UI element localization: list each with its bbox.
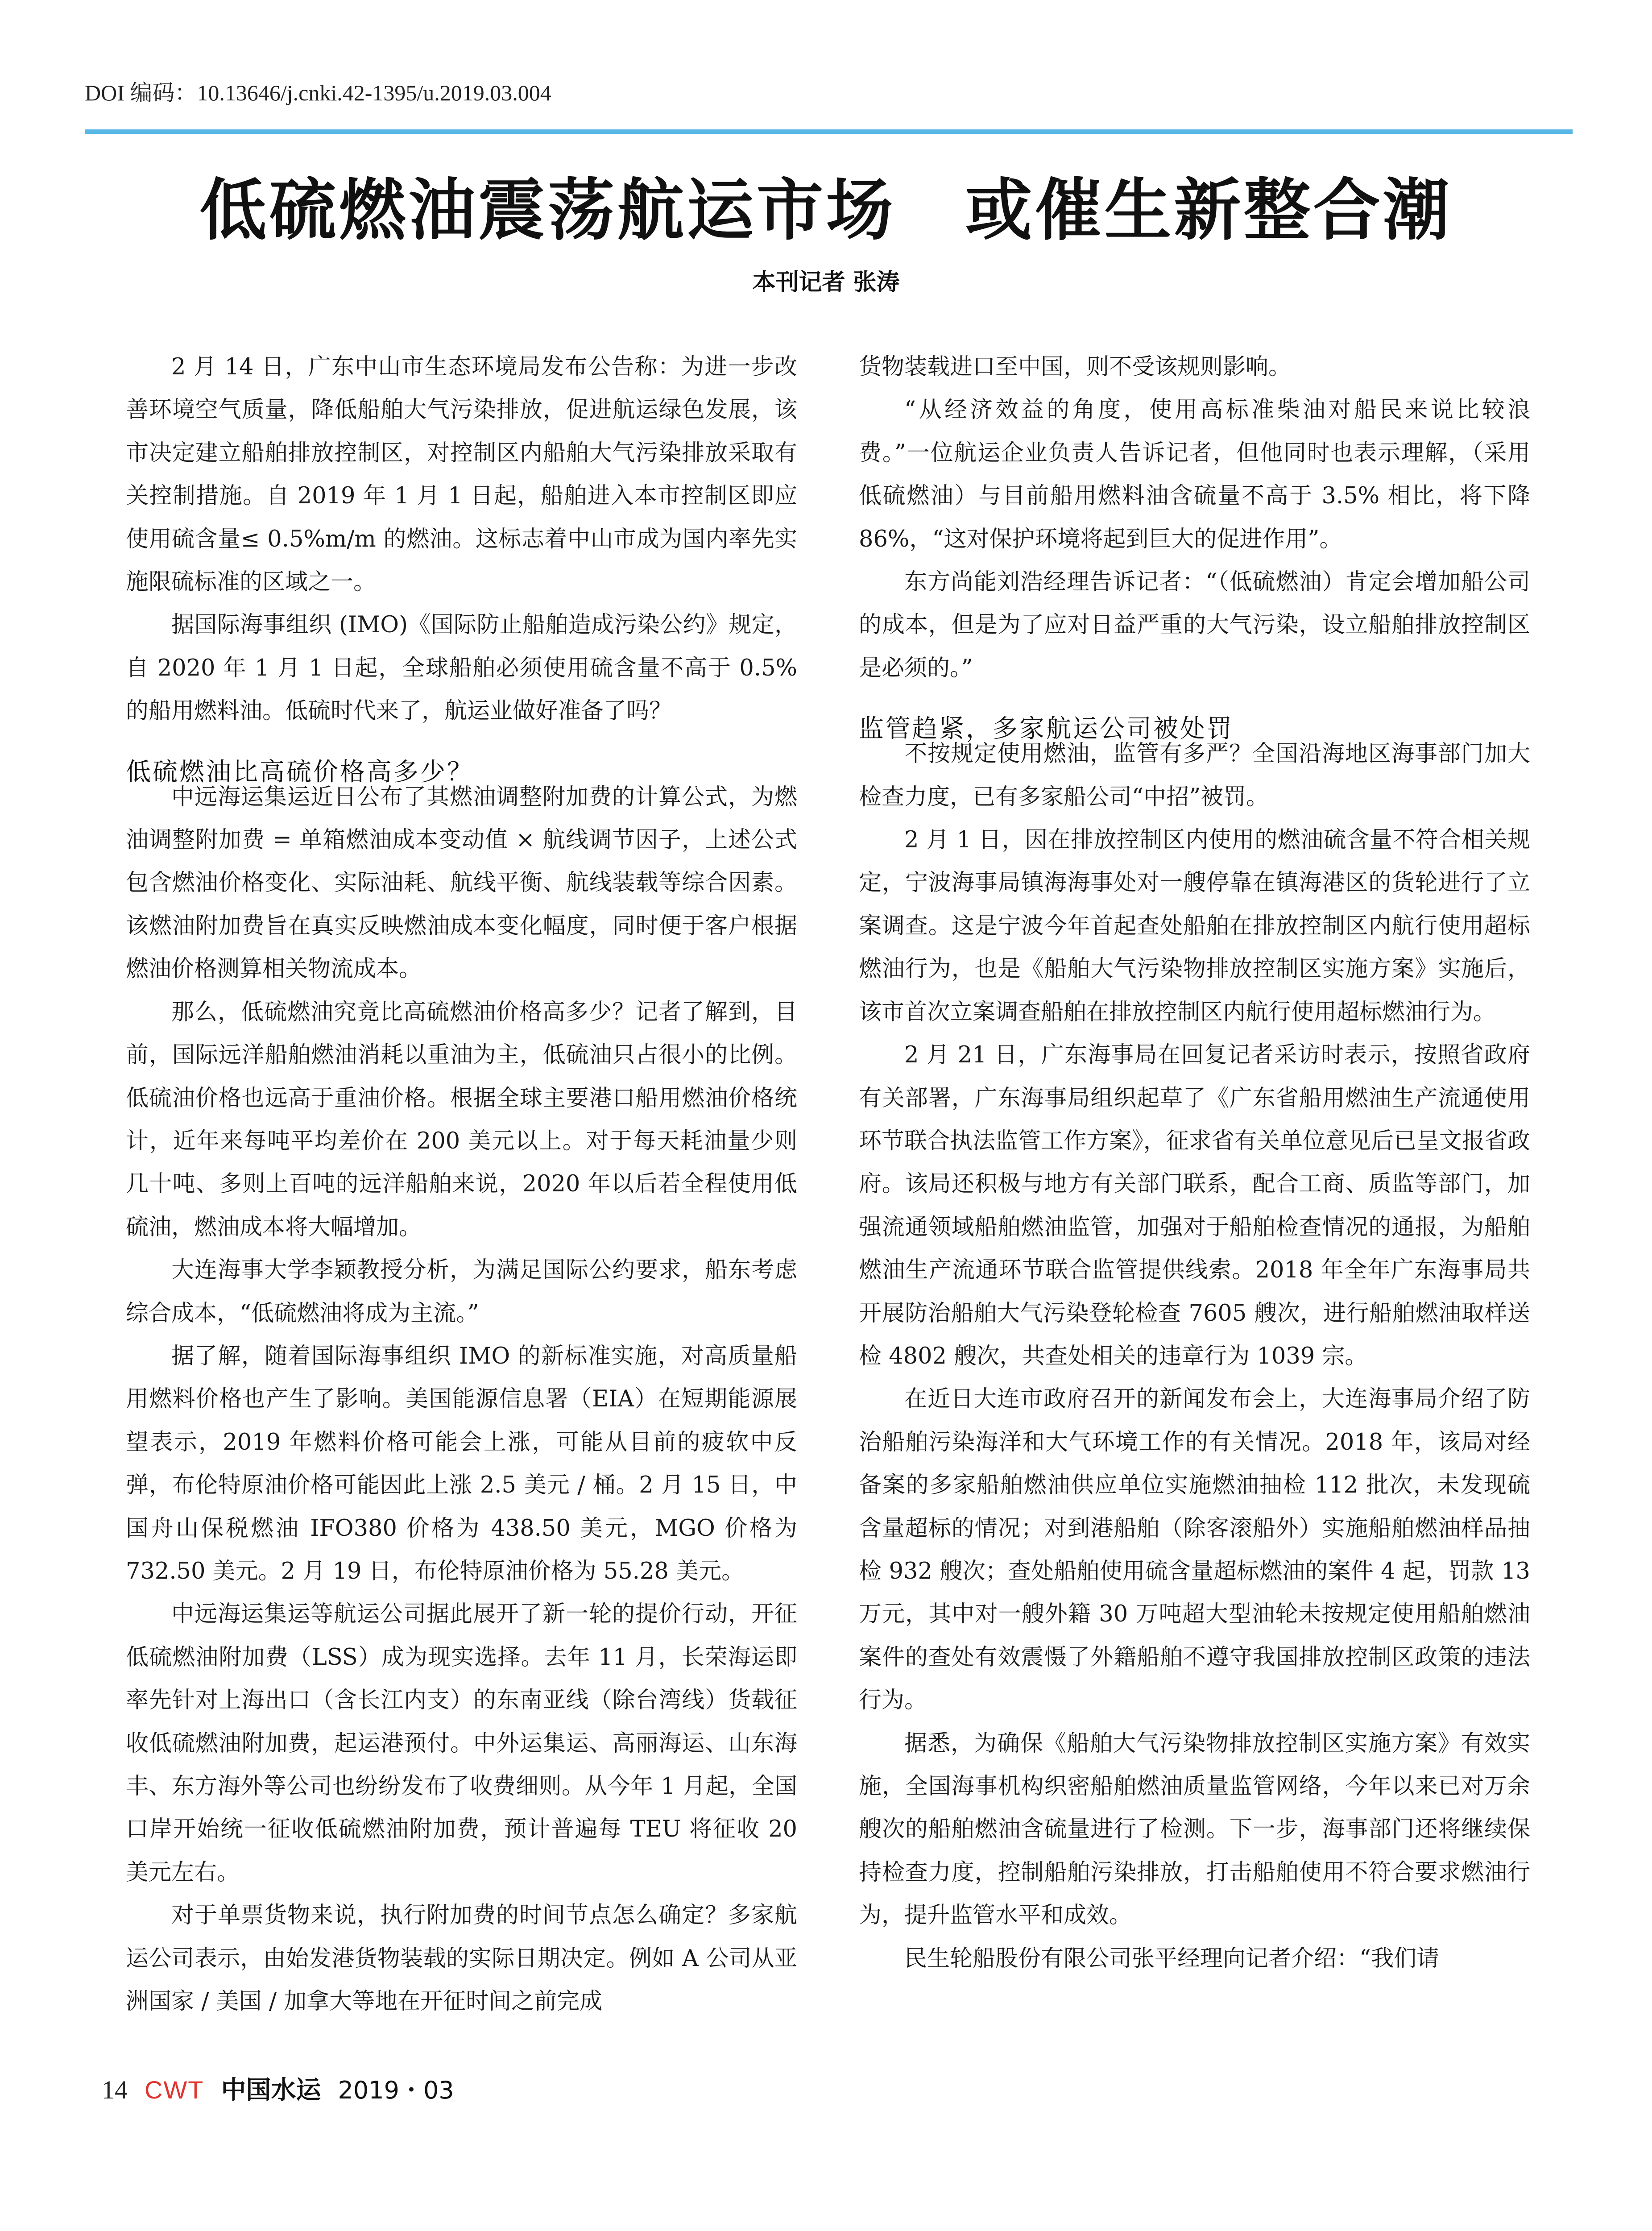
body-paragraph: 2 月 21 日，广东海事局在回复记者采访时表示，按照省政府有关部署，广东海事局组织起草了《广东省船用燃油生产流通使用环节联合执法监管工作方案》，征求省有关单位意见后已呈文报省政府。该局还积极与地方有关部门联系，配合工商、质监等部门，加强流通领域船舶燃油监管，加强对于船舶检查情况的通报，为船舶燃油生产流通环节联合监管提供线索。2018 年全年广东海事局共开展防治船舶大气污染登轮检查 7605 艘次，进行船舶燃油取样送检 4802 艘次，共查处相关的违章行为 1039 宗。	[859, 1042, 1530, 1369]
article-title: 低硫燃油震荡航运市场 或催生新整合潮	[199, 171, 1453, 249]
right-column	[859, 346, 1530, 1980]
body-paragraph: 那么，低硫燃油究竟比高硫燃油价格高多少？记者了解到，目前，国际远洋船舶燃油消耗以重油为主，低硫油只占很小的比例。低硫油价格也远高于重油价格。根据全球主要港口船用燃油价格统计，近年来每吨平均差价在 200 美元以上。对于每天耗油量少则几十吨、多则上百吨的远洋船舶来说，2020 年以后若全程使用低硫油，燃油成本将大幅增加。	[126, 999, 797, 1240]
body-paragraph: 中远海运集运近日公布了其燃油调整附加费的计算公式，为燃油调整附加费 = 单箱燃油成本变动值 × 航线调节因子，上述公式包含燃油价格变化、实际油耗、航线平衡、航线装载等综合因素。该燃油附加费旨在真实反映燃油成本变化幅度，同时便于客户根据燃油价格测算相关物流成本。	[126, 784, 797, 983]
magazine-name: 中国水运	[221, 2076, 321, 2105]
body-paragraph: 东方尚能刘浩经理告诉记者：“（低硫燃油）肯定会增加船公司的成本，但是为了应对日益严重的大气污染，设立船舶排放控制区是必须的。”	[859, 569, 1530, 681]
page-footer	[102, 2070, 454, 2106]
body-paragraph: “从经济效益的角度，使用高标准柴油对船民来说比较浪费。”一位航运企业负责人告诉记者，但他同时也表示理解，（采用低硫燃油）与目前船用燃料油含硫量不高于 3.5% 相比，将下降 86%，“这对保护环境将起到巨大的促进作用”。	[859, 397, 1530, 552]
body-paragraph: 据国际海事组织 (IMO)《国际防止船舶造成污染公约》规定，自 2020 年 1 月 1 日起，全球船舶必须使用硫含量不高于 0.5% 的船用燃料油。低硫时代来了，航运业做好准备了吗？	[126, 612, 797, 725]
doi-line: DOI 编码：10.13646/j.cnki.42-1395/u.2019.03.004	[85, 80, 551, 105]
section-heading: 监管趋紧，多家航运公司被处罚	[859, 714, 1234, 744]
body-paragraph: 大连海事大学李颖教授分析，为满足国际公约要求，船东考虑综合成本，“低硫燃油将成为主流。”	[126, 1257, 797, 1327]
left-column	[126, 346, 797, 2023]
page-number: 14	[102, 2075, 128, 2104]
byline: 本刊记者 张涛	[752, 269, 900, 296]
header-rule	[85, 129, 1573, 134]
body-paragraph: 货物装载进口至中国，则不受该规则影响。	[859, 354, 1292, 380]
body-paragraph: 在近日大连市政府召开的新闻发布会上，大连海事局介绍了防治船舶污染海洋和大气环境工作的有关情况。2018 年，该局对经备案的多家船舶燃油供应单位实施燃油抽检 112 批次，未发现硫含量超标的情况；对到港船舶（除客滚船外）实施船舶燃油样品抽检 932 艘次；查处船舶使用硫含量超标燃油的案件 4 起，罚款 13 万元，其中对一艘外籍 30 万吨超大型油轮未按规定使用船舶燃油案件的查处有效震慑了外籍船舶不遵守我国排放控制区政策的违法行为。	[859, 1386, 1530, 1714]
body-paragraph: 据悉，为确保《船舶大气污染物排放控制区实施方案》有效实施，全国海事机构织密船舶燃油质量监管网络，今年以来已对万余艘次的船舶燃油含硫量进行了检测。下一步，海事部门还将继续保持检查力度，控制船舶污染排放，打击船舶使用不符合要求燃油行为，提升监管水平和成效。	[859, 1730, 1530, 1929]
body-paragraph: 不按规定使用燃油，监管有多严？全国沿海地区海事部门加大检查力度，已有多家船公司“中招”被罚。	[859, 741, 1530, 810]
body-paragraph: 对于单票货物来说，执行附加费的时间节点怎么确定？多家航运公司表示，由始发港货物装载的实际日期决定。例如 A 公司从亚洲国家 / 美国 / 加拿大等地在开征时间之前完成	[126, 1902, 797, 2015]
section-heading: 低硫燃油比高硫价格高多少？	[126, 757, 474, 787]
body-paragraph: 2 月 1 日，因在排放控制区内使用的燃油硫含量不符合相关规定，宁波海事局镇海海事处对一艘停靠在镇海港区的货轮进行了立案调查。这是宁波今年首起查处船舶在排放控制区内航行使用超标燃油行为，也是《船舶大气污染物排放控制区实施方案》实施后，该市首次立案调查船舶在排放控制区内航行使用超标燃油行为。	[859, 827, 1530, 1025]
body-paragraph: 2 月 14 日，广东中山市生态环境局发布公告称：为进一步改善环境空气质量，降低船舶大气污染排放，促进航运绿色发展，该市决定建立船舶排放控制区，对控制区内船舶大气污染排放采取有关控制措施。自 2019 年 1 月 1 日起，船舶进入本市控制区即应使用硫含量≤ 0.5%m/m 的燃油。这标志着中山市成为国内率先实施限硫标准的区域之一。	[126, 354, 797, 596]
body-paragraph: 据了解，随着国际海事组织 IMO 的新标准实施，对高质量船用燃料价格也产生了影响。美国能源信息署（EIA）在短期能源展望表示，2019 年燃料价格可能会上涨，可能从目前的疲软中反弹，布伦特原油价格可能因此上涨 2.5 美元 / 桶。2 月 15 日，中国舟山保税燃油 IFO380 价格为 438.50 美元，MGO 价格为 732.50 美元。2 月 19 日，布伦特原油价格为 55.28 美元。	[126, 1343, 797, 1584]
body-paragraph: 民生轮船股份有限公司张平经理向记者介绍：“我们请	[904, 1945, 1440, 1972]
issue-number: 2019・03	[338, 2076, 454, 2104]
body-paragraph: 中远海运集运等航运公司据此展开了新一轮的提价行动，开征低硫燃油附加费（LSS）成为现实选择。去年 11 月，长荣海运即率先针对上海出口（含长江内支）的东南亚线（除台湾线）货载征收低硫燃油附加费，起运港预付。中外运集运、高丽海运、山东海丰、东方海外等公司也纷纷发布了收费细则。从今年 1 月起，全国口岸开始统一征收低硫燃油附加费，预计普遍每 TEU 将征收 20 美元左右。	[126, 1601, 797, 1886]
cwt-logo: CWT	[145, 2076, 204, 2104]
